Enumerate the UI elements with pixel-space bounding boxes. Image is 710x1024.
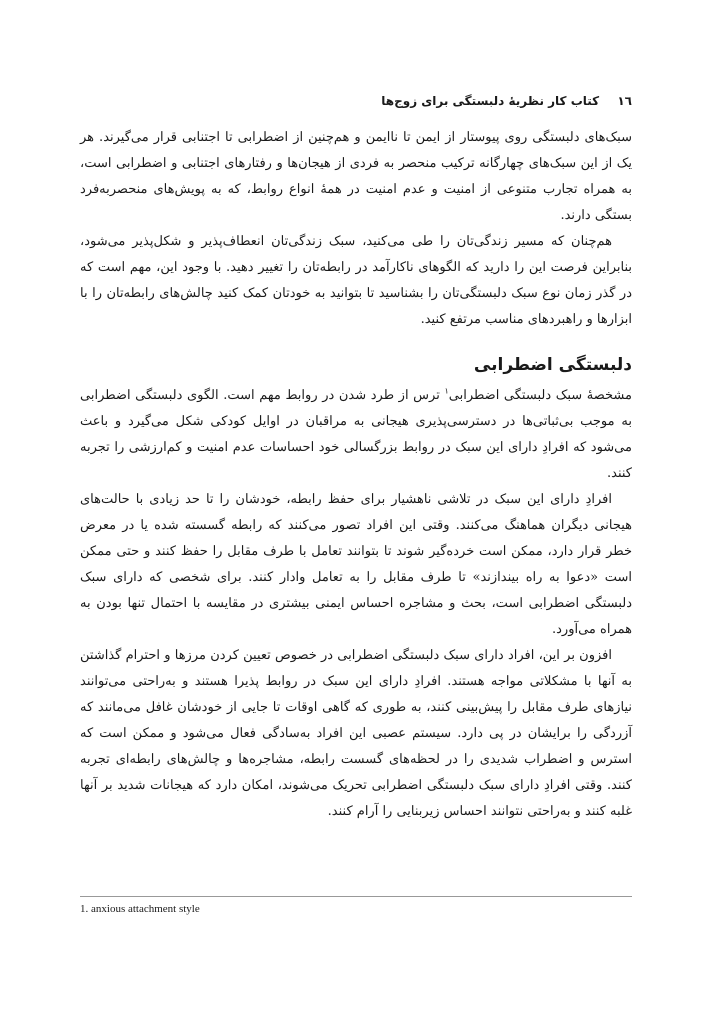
section-heading: دلبستگی اضطرابی bbox=[473, 355, 632, 375]
footnote-divider bbox=[80, 896, 632, 897]
section-paragraph-rest: ترس از طرد شدن در روابط مهم است. الگوی دلبستگی اضطرابی به موجب بی‌ثباتی‌ها در دسترسی‌پذیری هیجانی به مراقبان در اوایل کودکی شکل می‌گیرد و باعث می‌شود که افرادِ دارای این سبک در روابط بزرگسالی خود احساسات عدم امنیت و کم‌ارزشی را تجربه کنند. bbox=[80, 388, 632, 481]
section-paragraph: افرادِ دارای این سبک در تلاشی ناهشیار برای حفظ رابطه، خودشان را تا حد زیادی با حالت‌های هیجانی دیگران هماهنگ می‌کنند. وقتی این افراد تصور می‌کنند که رابطه گسسته شده یا در معرض خطر قرار دارد، ممکن است خرده‌گیر شوند تا بتوانند تعامل با طرف مقابل را حفظ کنند و حتی ممکن است «دعوا به راه بیندازند» تا طرف مقابل را به تعامل وادار کنند. برای شخصی که دارای سبک دلبستگی اضطرابی است، بحث و مشاجره احساس ایمنی بیشتری در مقایسه با احتمال تنها بودن به همراه می‌آورد. bbox=[80, 492, 633, 637]
running-head bbox=[80, 94, 632, 108]
section-paragraph bbox=[80, 383, 632, 487]
intro-paragraph: هم‌چنان که مسیر زندگی‌تان را طی می‌کنید، سبک زندگی‌تان انعطاف‌پذیر و شکل‌پذیر می‌شود، بنابراین فرصت این را دارید که الگوهای ناکارآمد در رابطه‌تان را تغییر دهید. با وجود این، مهم است که در گذر زمان نوع سبک دلبستگی‌تان را بشناسید تا بتوانید به خودتان کمک کنید چالش‌های رابطه‌تان را با ابزارها و راهبردهای مناسب مرتفع کنید. bbox=[80, 234, 632, 327]
footnote-reference: ١ bbox=[444, 386, 449, 396]
page-number: ١٦ bbox=[617, 94, 632, 108]
body-text bbox=[80, 125, 632, 825]
book-page bbox=[80, 0, 632, 1024]
footnote: 1. anxious attachment style bbox=[80, 903, 200, 915]
section-paragraph-lead: مشخصهٔ سبک دلبستگی اضطرابی bbox=[448, 388, 632, 403]
book-title: کتاب کار نظریهٔ دلبستگی برای زوج‌ها bbox=[381, 94, 600, 108]
intro-paragraph: سبک‌های دلبستگی روی پیوستار از ایمن تا ناایمن و هم‌چنین از اضطرابی تا اجتنابی قرار می‌گیرند. هر یک از این سبک‌های چهارگانه ترکیب منحصر به فردی از هیجان‌ها و رفتارهای اجتنابی و اضطرابی است، به همراه تجارب متنوعی از امنیت و عدم امنیت در همهٔ انواع روابط، که به پویش‌های منحصربه‌فرد بستگی دارند. bbox=[80, 130, 632, 223]
section-paragraph: افزون بر این، افراد دارای سبک دلبستگی اضطرابی در خصوص تعیین کردن مرزها و احترام گذاشتن به آنها با مشکلاتی مواجه هستند. افرادِ دارای این سبک در روابط پذیرا هستند و به‌راحتی می‌توانند نیازهای طرف مقابل را پیش‌بینی کنند، به طوری که گاهی اوقات تا جایی از خودشان غافل می‌مانند که آزردگی را برایشان در پی دارد. سیستم عصبی این افراد به‌سادگی فعال می‌شود و ممکن است که استرس و اضطراب شدیدی را در لحظه‌های گسست رابطه، مشاجره‌ها و چالش‌های رابطه‌ای تجربه کنند. وقتی افرادِ دارای سبک دلبستگی اضطرابی تحریک می‌شوند، امکان دارد که هیجانات شدید بر آنها غلبه کنند و به‌راحتی نتوانند احساس زیربنایی را آرام کنند. bbox=[80, 648, 632, 819]
